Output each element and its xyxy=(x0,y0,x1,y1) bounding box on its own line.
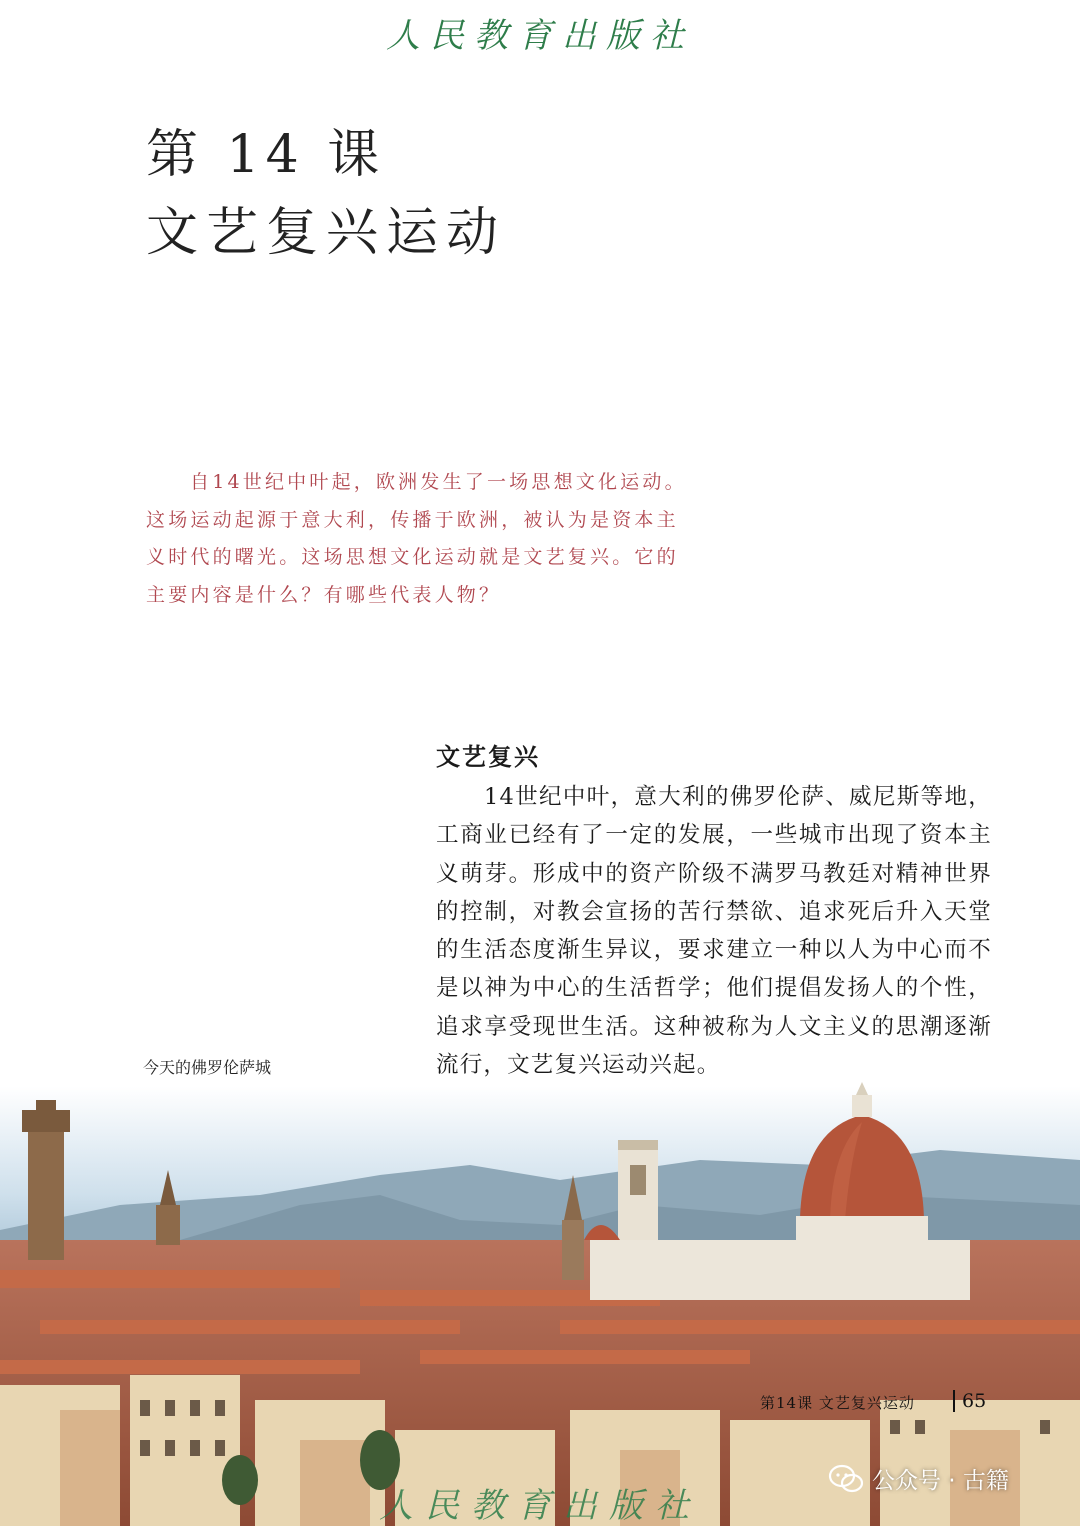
lesson-number: 第 14 课 xyxy=(146,125,386,185)
lesson-title: 文艺复兴运动 xyxy=(146,203,507,263)
page-number: 65 xyxy=(962,1390,987,1412)
running-head: 第14课 文艺复兴运动 xyxy=(760,1394,915,1412)
section-heading: 文艺复兴 xyxy=(436,743,540,771)
publisher-logo-bottom: 人民教育出版社 xyxy=(379,1486,701,1526)
photo-caption: 今天的佛罗伦萨城 xyxy=(143,1058,272,1077)
lesson-intro: 自14世纪中叶起，欧洲发生了一场思想文化运动。这场运动起源于意大利，传播于欧洲，被认为是资本主义时代的曙光。这场思想文化运动就是文艺复兴。它的主要内容是什么？有哪些代表人物？ xyxy=(146,471,687,606)
page-number-divider xyxy=(953,1390,955,1412)
section-paragraph: 14世纪中叶，意大利的佛罗伦萨、威尼斯等地，工商业已经有了一定的发展，一些城市出现了资本主义萌芽。形成中的资产阶级不满罗马教廷对精神世界的控制，对教会宣扬的苦行禁欲、追求死后升入天堂的生活态度渐生异议，要求建立一种以人为中心而不是以神为中心的生活哲学；他们提倡发扬人的个性，追求享受现世生活。这种被称为人文主义的思潮逐渐流行，文艺复兴运动兴起。 xyxy=(436,784,992,1079)
watermark-text: 公众号 · 古籍 xyxy=(872,1468,1009,1494)
publisher-logo-top: 人民教育出版社 xyxy=(386,16,694,56)
